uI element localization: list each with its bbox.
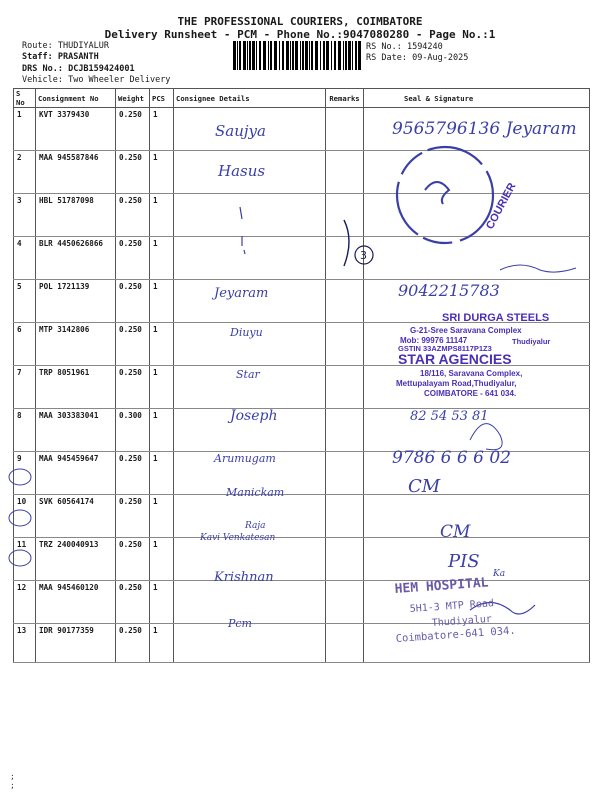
- cell-consignment: IDR 90177359: [36, 624, 116, 663]
- consignee-sign: Krishnan: [214, 570, 274, 585]
- staff-line: Staff: PRASANTH: [22, 52, 99, 62]
- rs-info: RS No.: 1594240 RS Date: 09-Aug-2025: [366, 42, 469, 63]
- cell-weight: 0.250: [116, 452, 150, 495]
- svg-text:GSTIN 33AZMPS8117P1Z3: GSTIN 33AZMPS8117P1Z3: [398, 344, 492, 353]
- col-seal: Seal & Signature: [364, 89, 590, 108]
- table-row: [14, 538, 590, 581]
- table-row: [14, 194, 590, 237]
- cell-consignment: TRZ 240040913: [36, 538, 116, 581]
- table-row: [14, 237, 590, 280]
- cell-remarks: [326, 323, 364, 366]
- vehicle-line: Vehicle: Two Wheeler Delivery: [22, 75, 171, 85]
- cell-sno: 4: [14, 237, 36, 280]
- route-line: Route: THUDIYALUR: [22, 41, 110, 51]
- cell-weight: 0.250: [116, 323, 150, 366]
- cell-consignee: [174, 151, 326, 194]
- cell-seal: [364, 366, 590, 409]
- cell-remarks: [326, 366, 364, 409]
- cell-pcs: 1: [150, 366, 174, 409]
- cell-remarks: [326, 194, 364, 237]
- col-sno: S No: [14, 89, 36, 108]
- consignee-sign: Hasus: [218, 162, 266, 180]
- cell-remarks: [326, 280, 364, 323]
- col-pcs: PCS: [150, 89, 174, 108]
- drs-line: DRS No.: DCJB159424001: [22, 64, 135, 74]
- cell-sno: 11: [14, 538, 36, 581]
- cell-pcs: 1: [150, 237, 174, 280]
- cell-weight: 0.250: [116, 366, 150, 409]
- cell-weight: 0.250: [116, 108, 150, 151]
- cell-consignment: MAA 945459647: [36, 452, 116, 495]
- barcode: [233, 41, 361, 70]
- cell-seal: [364, 624, 590, 663]
- cell-consignment: MAA 945587846: [36, 151, 116, 194]
- vehicle-value: Two Wheeler Delivery: [68, 75, 171, 85]
- svg-text:COIMBATORE - 641 034.: COIMBATORE - 641 034.: [424, 389, 517, 398]
- svg-text:Thudiyalur: Thudiyalur: [512, 337, 551, 346]
- cell-pcs: 1: [150, 108, 174, 151]
- cell-consignment: HBL 51787098: [36, 194, 116, 237]
- cell-seal: [364, 452, 590, 495]
- table-row: [14, 409, 590, 452]
- cell-consignee: [174, 409, 326, 452]
- cell-consignment: TRP 8051961: [36, 366, 116, 409]
- table-row: [14, 581, 590, 624]
- cell-remarks: [326, 538, 364, 581]
- svg-text:HEM HOSPITAL: HEM HOSPITAL: [394, 575, 489, 597]
- cell-remarks: [326, 409, 364, 452]
- cell-weight: 0.250: [116, 624, 150, 663]
- remark-number: 3: [360, 249, 367, 262]
- drs-value: DCJB159424001: [68, 64, 135, 74]
- cell-remarks: [326, 495, 364, 538]
- cell-weight: 0.250: [116, 538, 150, 581]
- table-row: [14, 323, 590, 366]
- runsheet-subtitle: Delivery Runsheet - PCM - Phone No.:9047080280 - Page No.:1: [104, 28, 496, 41]
- table-row: [14, 452, 590, 495]
- rs-date-value: 09-Aug-2025: [412, 53, 469, 63]
- table-header-row: [14, 89, 590, 108]
- cell-consignment: SVK 60564174: [36, 495, 116, 538]
- cell-seal: [364, 495, 590, 538]
- cell-sno: 3: [14, 194, 36, 237]
- col-consignment: Consignment No: [36, 89, 116, 108]
- cell-seal: [364, 108, 590, 151]
- table-row: [14, 624, 590, 663]
- cell-remarks: [326, 452, 364, 495]
- cell-sno: 13: [14, 624, 36, 663]
- signature: Ka: [493, 569, 506, 579]
- table-row: [14, 280, 590, 323]
- cell-sno: 12: [14, 581, 36, 624]
- signature: 9786 6 6 6 02: [392, 448, 511, 468]
- cell-sno: 1: [14, 108, 36, 151]
- cell-sno: 9: [14, 452, 36, 495]
- signature: CM: [440, 522, 471, 542]
- company-title: THE PROFESSIONAL COURIERS, COIMBATORE: [177, 15, 423, 28]
- table-row: [14, 108, 590, 151]
- route-value: THUDIYALUR: [57, 41, 110, 51]
- cell-pcs: 1: [150, 624, 174, 663]
- cell-consignee: [174, 581, 326, 624]
- cell-weight: 0.250: [116, 237, 150, 280]
- cell-consignee: [174, 495, 326, 538]
- col-weight: Weight: [116, 89, 150, 108]
- cell-consignee: [174, 280, 326, 323]
- cell-remarks: [326, 581, 364, 624]
- consignee-sign: Arumugam: [214, 452, 276, 465]
- col-consignee: Consignee Details: [174, 89, 326, 108]
- cell-consignee: [174, 624, 326, 663]
- cell-sno: 8: [14, 409, 36, 452]
- consignee-sign: Star: [236, 368, 260, 381]
- signature: PIS: [448, 551, 480, 572]
- svg-text:Mob: 99976 11147: Mob: 99976 11147: [400, 336, 468, 345]
- consignee-sign: Joseph: [230, 408, 278, 424]
- svg-text:Coimbatore-641 034.: Coimbatore-641 034.: [395, 624, 517, 645]
- cell-pcs: 1: [150, 280, 174, 323]
- cell-consignee: [174, 452, 326, 495]
- cell-pcs: 1: [150, 452, 174, 495]
- cell-remarks: [326, 237, 364, 280]
- runsheet-table: [13, 88, 590, 663]
- cell-pcs: 1: [150, 538, 174, 581]
- cell-consignee: [174, 366, 326, 409]
- cell-sno: 10: [14, 495, 36, 538]
- cell-consignee: [174, 538, 326, 581]
- cell-sno: 7: [14, 366, 36, 409]
- cell-pcs: 1: [150, 323, 174, 366]
- cell-consignee: [174, 237, 326, 280]
- signature: CM: [408, 476, 441, 497]
- svg-text:STAR AGENCIES: STAR AGENCIES: [398, 351, 512, 367]
- signature: 82 54 53 81: [410, 409, 489, 424]
- cell-seal: [364, 409, 590, 452]
- cell-pcs: 1: [150, 581, 174, 624]
- consignee-sign: Kavi Venkatesan: [200, 533, 276, 543]
- cell-seal: [364, 237, 590, 280]
- cell-consignee: [174, 323, 326, 366]
- consignee-sign: Saujya: [215, 122, 266, 140]
- footer-marks: ; ;: [10, 772, 15, 790]
- cell-weight: 0.250: [116, 581, 150, 624]
- signature: 9565796136 Jeyaram: [392, 119, 577, 139]
- rs-no-value: 1594240: [406, 42, 443, 52]
- cell-seal: [364, 194, 590, 237]
- staff-value: PRASANTH: [57, 52, 99, 62]
- cell-weight: 0.250: [116, 280, 150, 323]
- consignee-sign: Raja: [245, 521, 266, 531]
- cell-weight: 0.250: [116, 495, 150, 538]
- cell-remarks: [326, 624, 364, 663]
- cell-sno: 2: [14, 151, 36, 194]
- cell-consignment: POL 1721139: [36, 280, 116, 323]
- cell-remarks: [326, 108, 364, 151]
- cell-seal: [364, 581, 590, 624]
- cell-sno: 6: [14, 323, 36, 366]
- cell-pcs: 1: [150, 151, 174, 194]
- svg-text:Mettupalayam Road,Thudiyalur,: Mettupalayam Road,Thudiyalur,: [396, 379, 517, 388]
- svg-text:18/116, Saravana Complex,: 18/116, Saravana Complex,: [420, 369, 523, 378]
- consignee-sign: Manickam: [226, 486, 285, 499]
- col-remarks: Remarks: [326, 89, 364, 108]
- cell-consignment: MAA 945460120: [36, 581, 116, 624]
- table-row: [14, 151, 590, 194]
- cell-consignment: KVT 3379430: [36, 108, 116, 151]
- cell-consignee: [174, 194, 326, 237]
- svg-text:G-21-Sree Saravana Complex: G-21-Sree Saravana Complex: [410, 326, 522, 335]
- svg-text:5H1-3 MTP Road: 5H1-3 MTP Road: [409, 598, 495, 615]
- table-row: [14, 366, 590, 409]
- table-row: [14, 495, 590, 538]
- consignee-sign: Jeyaram: [214, 286, 269, 301]
- cell-pcs: 1: [150, 409, 174, 452]
- cell-consignment: BLR 4450626866: [36, 237, 116, 280]
- consignee-sign: Pcm: [228, 617, 252, 630]
- cell-seal: [364, 280, 590, 323]
- cell-weight: 0.250: [116, 151, 150, 194]
- svg-text:SRI DURGA STEELS: SRI DURGA STEELS: [442, 312, 550, 324]
- cell-consignment: MAA 303383041: [36, 409, 116, 452]
- cell-sno: 5: [14, 280, 36, 323]
- consignee-sign: Diuyu: [230, 326, 263, 339]
- cell-weight: 0.250: [116, 194, 150, 237]
- cell-pcs: 1: [150, 194, 174, 237]
- cell-seal: [364, 538, 590, 581]
- svg-text:Thudiyalur: Thudiyalur: [431, 613, 493, 629]
- cell-pcs: 1: [150, 495, 174, 538]
- cell-consignment: MTP 3142806: [36, 323, 116, 366]
- cell-weight: 0.300: [116, 409, 150, 452]
- cell-consignee: [174, 108, 326, 151]
- cell-seal: [364, 151, 590, 194]
- cell-seal: [364, 323, 590, 366]
- cell-remarks: [326, 151, 364, 194]
- signature: 9042215783: [398, 281, 500, 300]
- svg-text:COURIER: COURIER: [484, 180, 519, 232]
